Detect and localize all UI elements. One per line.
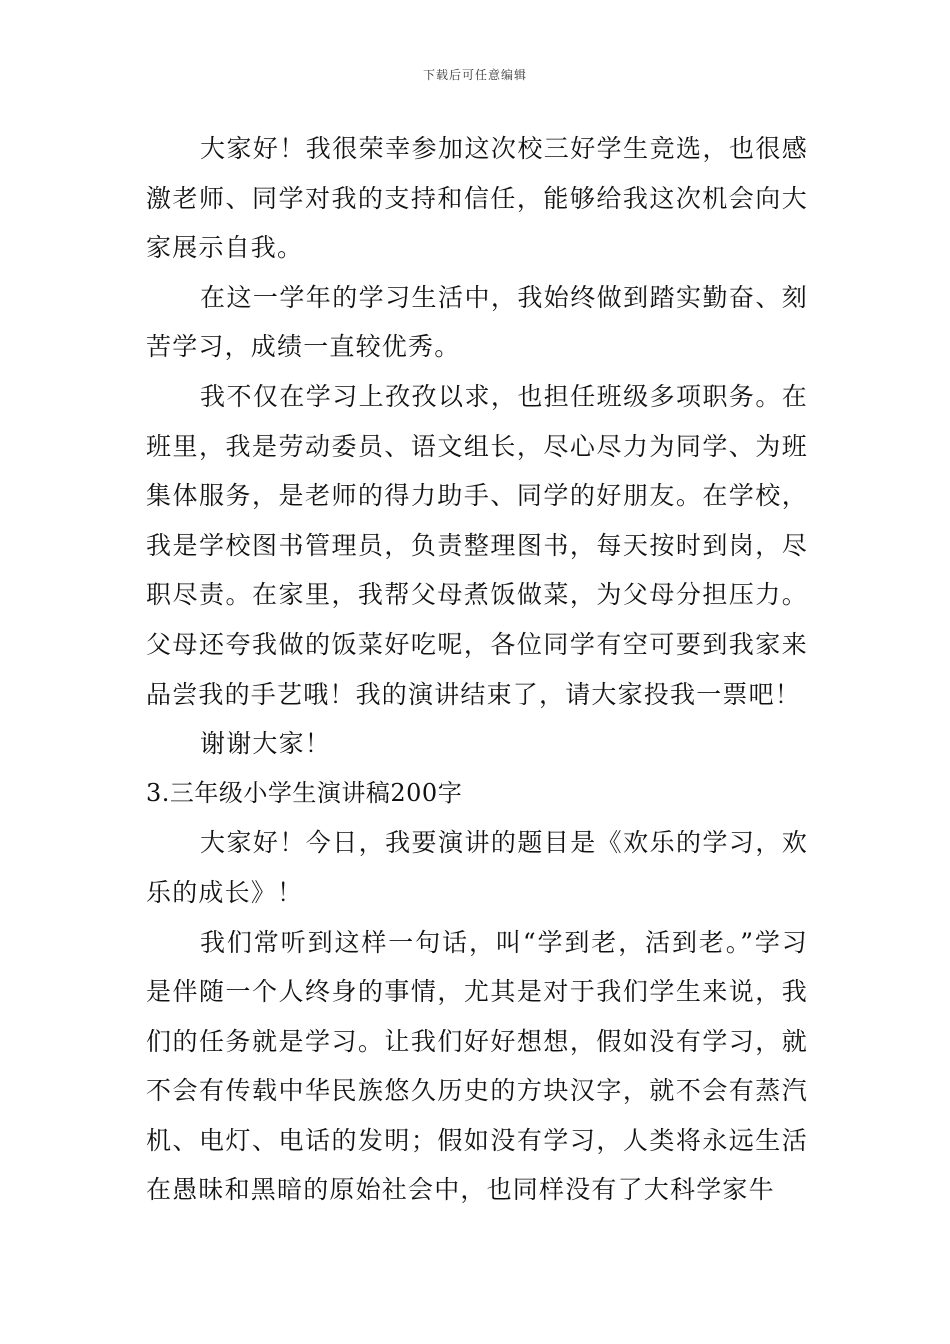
paragraph-speech-body: 我们常听到这样一句话，叫“学到老，活到老。”学习是伴随一个人终身的事情，尤其是对于我们学生来说，我们的任务就是学习。让我们好好想想，假如没有学习，就不会有传载中华民族悠久历史的方块汉字，就不会有蒸汽机、电灯、电话的发明；假如没有学习，人类将永远生活在愚昧和黑暗的原始社会中，也同样没有了大科学家牛 (146, 927, 808, 1205)
paragraph-study: 在这一学年的学习生活中，我始终做到踏实勤奋、刻苦学习，成绩一直较优秀。 (146, 282, 808, 362)
paragraph-thanks: 谢谢大家！ (200, 729, 332, 759)
paragraph-duties: 我不仅在学习上孜孜以求，也担任班级多项职务。在班里，我是劳动委员、语文组长，尽心尽力为同学、为班集体服务，是老师的得力助手、同学的好朋友。在学校，我是学校图书管理员，负责整理图书，每天按时到岗，尽职尽责。在家里，我帮父母煮饭做菜，为父母分担压力。父母还夸我做的饭菜好吃呢，各位同学有空可要到我家来品尝我的手艺哦！我的演讲结束了，请大家投我一票吧！ (146, 381, 808, 709)
paragraph-greeting: 大家好！我很荣幸参加这次校三好学生竞选，也很感激老师、同学对我的支持和信任，能够给我这次机会向大家展示自我。 (146, 134, 808, 263)
document-body (146, 124, 808, 1215)
page-header: 下载后可任意编辑 (422, 68, 527, 82)
section-heading: 3.三年级小学生演讲稿200字 (146, 778, 463, 807)
paragraph-speech-intro: 大家好！今日，我要演讲的题目是《欢乐的学习，欢乐的成长》！ (146, 828, 808, 907)
